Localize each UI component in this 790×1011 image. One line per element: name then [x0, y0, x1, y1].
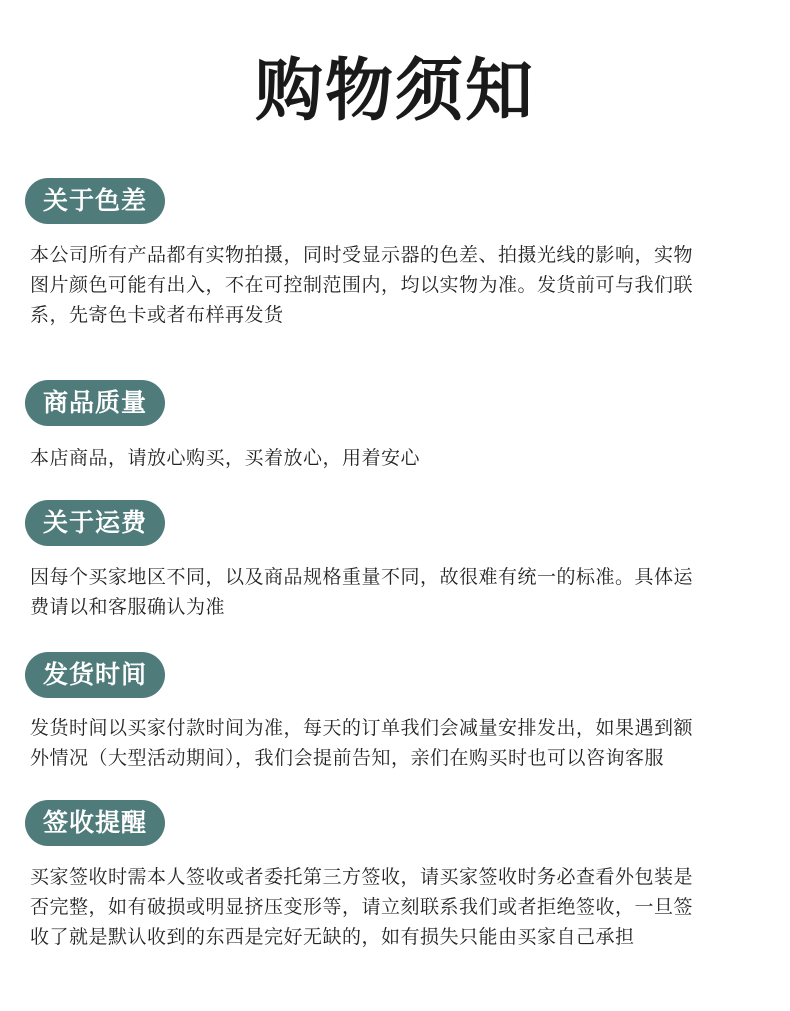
section-text-color-difference	[30, 240, 770, 330]
page-title: 购物须知	[254, 52, 535, 131]
text-line: 因每个买家地区不同，以及商品规格重量不同，故很难有统一的标准。具体运	[30, 566, 694, 588]
text-line: 系，先寄色卡或者布样再发货	[30, 304, 284, 326]
section-heading-receipt-reminder: 签收提醒	[25, 800, 165, 846]
section-heading-product-quality: 商品质量	[25, 380, 165, 426]
text-line: 收了就是默认收到的东西是完好无缺的，如有损失只能由买家自己承担	[30, 926, 635, 948]
section-text-receipt-reminder	[30, 862, 770, 952]
text-line: 本公司所有产品都有实物拍摄，同时受显示器的色差、拍摄光线的影响，实物	[30, 244, 694, 266]
section-heading-delivery-time: 发货时间	[25, 652, 165, 698]
section-text-shipping-fee	[30, 562, 770, 622]
section-heading-shipping-fee: 关于运费	[25, 500, 165, 546]
text-line: 外情况（大型活动期间），我们会提前告知，亲们在购买时也可以咨询客服	[30, 747, 665, 769]
text-line: 发货时间以买家付款时间为准，每天的订单我们会减量安排发出，如果遇到额	[30, 717, 694, 739]
text-line: 否完整，如有破损或明显挤压变形等，请立刻联系我们或者拒绝签收，一旦签	[30, 896, 694, 918]
section-text-product-quality	[30, 443, 770, 473]
text-line: 费请以和客服确认为准	[30, 596, 226, 618]
text-line: 本店商品，请放心购买，买着放心，用着安心	[30, 447, 421, 469]
text-line: 图片颜色可能有出入，不在可控制范围内，均以实物为准。发货前可与我们联	[30, 274, 694, 296]
section-heading-color-difference: 关于色差	[25, 178, 165, 224]
text-line: 买家签收时需本人签收或者委托第三方签收，请买家签收时务必查看外包装是	[30, 866, 694, 888]
section-text-delivery-time	[30, 713, 770, 773]
